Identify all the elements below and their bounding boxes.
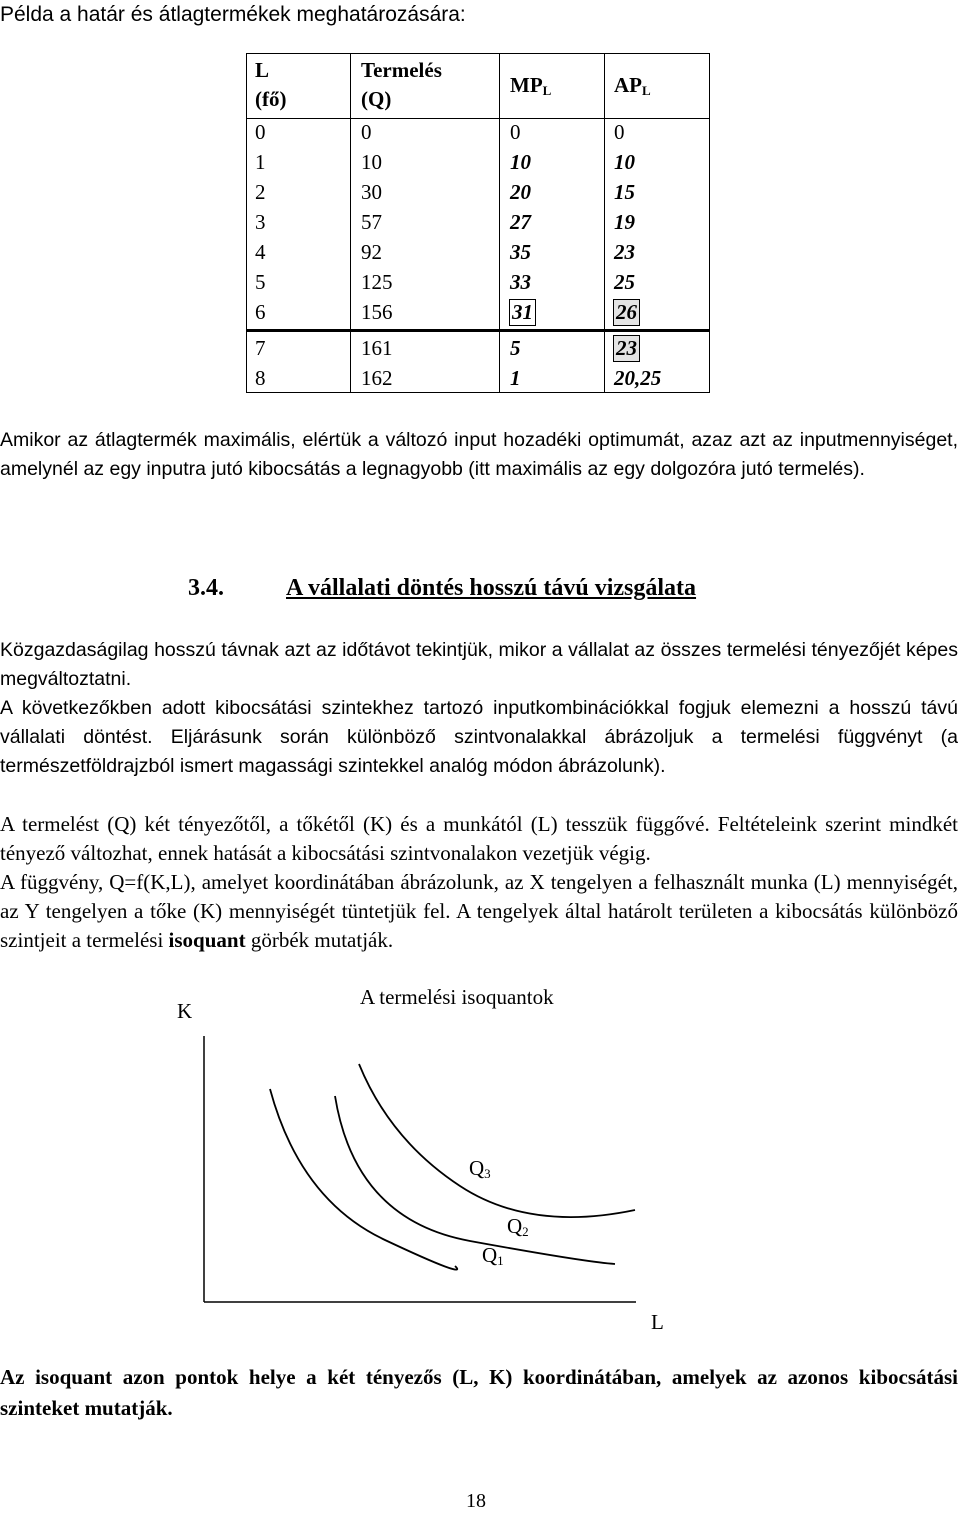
cell-l: 5 [255,270,266,294]
cell-ap: 0 [614,120,625,144]
header-l-unit: (fő) [255,87,287,111]
q3-label: $Q_3$ [469,1156,491,1181]
cell-q: 0 [361,120,372,144]
isoquant-q3-curve [359,1064,635,1217]
cell-l: 2 [255,180,266,204]
cell-ap: 19 [614,210,635,234]
y-axis-label: K [177,999,193,1023]
cell-ap: 23 [614,240,635,264]
chart-title: A termelési isoquantok [360,985,554,1009]
cell-mp: 1 [510,366,521,390]
cell-l: 0 [255,120,266,144]
header-q-unit: (Q) [361,87,392,111]
cell-l: 3 [255,210,266,234]
q2-label: $Q_2$ [507,1214,529,1239]
cell-l: 8 [255,366,266,390]
cell-q: 57 [361,210,382,234]
cell-ap: 10 [614,150,635,174]
q1-label: $Q_1$ [482,1243,504,1268]
cell-ap: 23 [616,336,637,360]
cell-q: 30 [361,180,382,204]
cell-l: 4 [255,240,266,264]
cell-mp: 0 [510,120,521,144]
x-axis-label: L [651,1310,664,1334]
header-mp: $MP_L$ [510,73,552,98]
paragraph-function: A függvény, Q=f(K,L), amelyet koordinátában ábrázolunk, az X tengelyen a felhasznált munka (L) mennyiségét, az Y tengelyen a tőke (K) mennyiségét tüntetjük fel. A tengelyek által határolt területen a kibocsátás különböző szintjeit a termelési isoquant görbék mutatják. [0,870,958,952]
isoquant-q1-curve [270,1089,457,1270]
header-ap: $AP_L$ [614,73,651,98]
cell-ap: 15 [614,180,635,204]
cell-ap: 20,25 [614,366,662,390]
cell-q: 161 [361,336,393,360]
paragraph-method: A következőkben adott kibocsátási szintekhez tartozó inputkombinációkkal fogjuk elemezni a hosszú távú vállalati döntést. Eljárásunk során különböző szintvonalakkal ábrázoljuk a termelési függvényt (a természetföldrajzból ismert magassági szintekkel analóg módon ábrázolunk). [0,697,958,777]
paragraph-optimum: Amikor az átlagtermék maximális, elértük a változó input hozadéki optimumát, azaz azt az inputmennyiséget, amelynél az egy inputra jutó kibocsátás a legnagyobb (itt maximális az egy dolgozóra jutó termelés). [0,429,958,480]
header-q: Termelés [361,58,442,82]
paragraph-isoquant-definition: Az isoquant azon pontok helye a két tényezős (L, K) koordinátában, amelyek az azonos kibocsátási szinteket mutatják. [0,1365,958,1420]
cell-mp: 20 [510,180,531,204]
intro-text: Példa a határ és átlagtermékek meghatározására: [0,3,466,26]
cell-mp: 5 [510,336,521,360]
cell-q: 92 [361,240,382,264]
page-number: 18 [466,1490,486,1512]
paragraph-long-term: Közgazdaságilag hosszú távnak azt az időtávot tekintjük, mikor a vállalat az összes termelési tényezőjét képes megváltoztatni. [0,639,958,690]
cell-mp: 27 [510,210,531,234]
cell-mp: 10 [510,150,531,174]
cell-q: 156 [361,300,393,324]
cell-ap: 25 [614,270,635,294]
cell-q: 10 [361,150,382,174]
cell-mp: 35 [510,240,531,264]
cell-q: 162 [361,366,393,390]
cell-l: 6 [255,300,266,324]
cell-l: 7 [255,336,266,360]
section-number: 3.4. [188,575,224,601]
section-title: A vállalati döntés hosszú távú vizsgálata [286,575,697,601]
cell-q: 125 [361,270,393,294]
header-l: L [255,58,270,82]
cell-mp: 31 [512,300,533,324]
cell-mp: 33 [510,270,531,294]
cell-ap: 26 [616,300,637,324]
paragraph-factors: A termelést (Q) két tényezőtől, a tőkétől (K) és a munkától (L) tesszük függővé. Feltételeink szerint mindkét tényező változhat, ennek hatását a kibocsátási szintvonalakon vezetjük végig. [0,812,958,865]
cell-l: 1 [255,150,266,174]
